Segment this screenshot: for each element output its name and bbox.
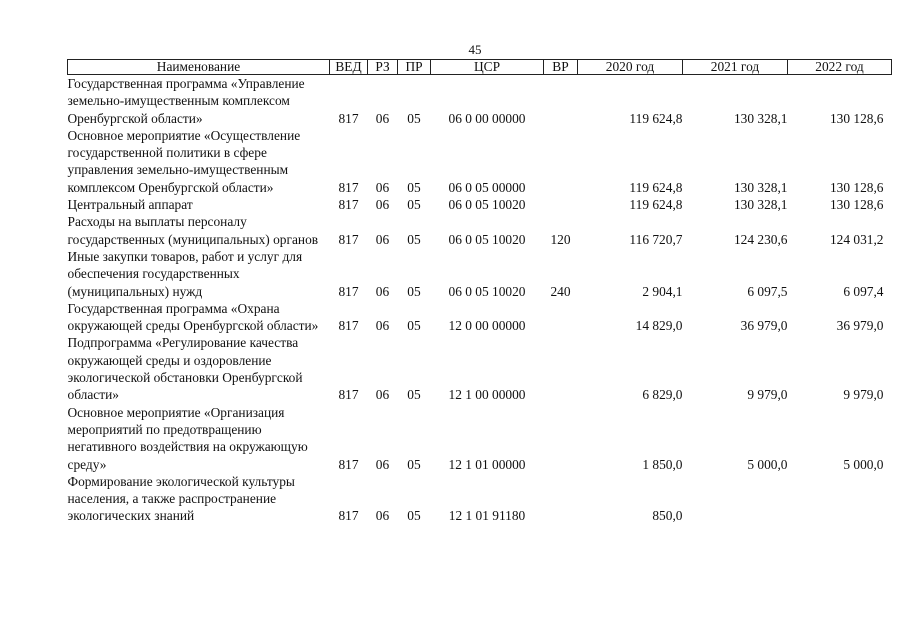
cell-name: Основное мероприятие «Организация мероприятий по предотвращению негативного воздействия на окружающую среду» — [67, 404, 308, 472]
cell-2020: 116 720,7 — [629, 231, 683, 247]
cell-2020: 119 624,8 — [629, 179, 683, 195]
cell-rz: 06 — [375, 197, 390, 213]
cell-ved: 817 — [338, 318, 359, 334]
cell-2020: 119 624,8 — [629, 197, 683, 213]
cell-2021: 130 328,1 — [733, 179, 788, 195]
header-name: Наименование — [68, 60, 330, 75]
cell-rz: 06 — [375, 231, 390, 247]
cell-2020: 850,0 — [652, 508, 683, 524]
cell-name: Центральный аппарат — [67, 197, 193, 213]
cell-vr — [544, 300, 578, 335]
cell-vr: 240 — [550, 283, 571, 299]
cell-2022 — [788, 473, 892, 525]
cell-2022: 36 979,0 — [836, 318, 884, 334]
cell-2021: 130 328,1 — [733, 197, 788, 213]
cell-ved: 817 — [338, 508, 359, 524]
cell-ved: 817 — [338, 197, 359, 213]
cell-csr: 06 0 05 10020 — [448, 283, 526, 299]
header-vr: ВР — [544, 60, 578, 75]
table-row — [68, 473, 892, 525]
cell-vr — [544, 334, 578, 403]
cell-2020: 6 829,0 — [642, 387, 683, 403]
cell-name: Иные закупки товаров, работ и услуг для обеспечения государственных (муниципальных) нужд — [67, 248, 303, 299]
cell-name: Расходы на выплаты персоналу государственных (муниципальных) органов — [67, 214, 319, 247]
cell-pr: 05 — [407, 197, 421, 213]
table-row — [68, 127, 892, 196]
cell-2022: 9 979,0 — [843, 387, 884, 403]
cell-rz: 06 — [375, 318, 390, 334]
cell-pr: 05 — [407, 387, 421, 403]
cell-name: Государственная программа «Управление земельно-имущественным комплексом Оренбургской области» — [67, 76, 305, 126]
cell-2022: 130 128,6 — [829, 179, 884, 195]
header-rz: РЗ — [368, 60, 398, 75]
cell-vr — [544, 75, 578, 127]
cell-2022: 130 128,6 — [829, 110, 884, 126]
cell-2021: 36 979,0 — [740, 318, 788, 334]
cell-vr — [544, 404, 578, 473]
cell-vr — [544, 196, 578, 213]
header-pr: ПР — [398, 60, 431, 75]
table-row — [68, 404, 892, 473]
cell-ved: 817 — [338, 387, 359, 403]
page-number: 45 — [468, 42, 482, 57]
table-row — [68, 75, 892, 127]
cell-name: Основное мероприятие «Осуществление государственной политики в сфере управления земельно-имущественным комплексом Оренбургской области» — [67, 127, 301, 195]
cell-vr — [544, 473, 578, 525]
cell-pr: 05 — [407, 283, 421, 299]
cell-rz: 06 — [375, 179, 390, 195]
cell-pr: 05 — [407, 231, 421, 247]
cell-rz: 06 — [375, 456, 390, 472]
header-2020: 2020 год — [578, 60, 683, 75]
cell-name: Подпрограмма «Регулирование качества окружающей среды и оздоровление экологической обстановки Оренбургской области» — [67, 335, 303, 403]
cell-name: Формирование экологической культуры населения, а также распространение экологических знаний — [67, 473, 295, 524]
cell-rz: 06 — [375, 110, 390, 126]
cell-rz: 06 — [375, 508, 390, 524]
table-row — [68, 196, 892, 213]
cell-2020: 119 624,8 — [629, 110, 683, 126]
header-2021: 2021 год — [683, 60, 788, 75]
cell-2021: 124 230,6 — [733, 231, 788, 247]
cell-2022: 5 000,0 — [843, 456, 884, 472]
table-body — [68, 75, 892, 525]
cell-2020: 14 829,0 — [635, 318, 683, 334]
cell-rz: 06 — [375, 387, 390, 403]
table-row — [68, 300, 892, 335]
cell-2020: 2 904,1 — [642, 283, 683, 299]
cell-2021: 130 328,1 — [733, 110, 788, 126]
table-row — [68, 248, 892, 300]
cell-csr: 06 0 05 00000 — [448, 179, 526, 195]
cell-ved: 817 — [338, 456, 359, 472]
table-row — [68, 334, 892, 403]
cell-pr: 05 — [407, 110, 421, 126]
cell-vr: 120 — [550, 231, 571, 247]
cell-pr: 05 — [407, 179, 421, 195]
header-ved: ВЕД — [330, 60, 368, 75]
table-header — [68, 60, 892, 75]
cell-ved: 817 — [338, 231, 359, 247]
cell-pr: 05 — [407, 318, 421, 334]
cell-ved: 817 — [338, 283, 359, 299]
header-2022: 2022 год — [788, 60, 892, 75]
header-csr: ЦСР — [431, 60, 544, 75]
cell-ved: 817 — [338, 179, 359, 195]
cell-2021 — [683, 473, 788, 525]
cell-rz: 06 — [375, 283, 390, 299]
cell-csr: 06 0 05 10020 — [448, 231, 526, 247]
cell-2020: 1 850,0 — [642, 456, 683, 472]
cell-2021: 6 097,5 — [747, 283, 788, 299]
cell-name: Государственная программа «Охрана окружающей среды Оренбургской области» — [67, 300, 319, 334]
cell-pr: 05 — [407, 508, 421, 524]
header-row — [68, 60, 892, 75]
cell-csr: 12 1 00 00000 — [448, 387, 526, 403]
cell-2022: 124 031,2 — [829, 231, 884, 247]
cell-csr: 12 0 00 00000 — [448, 318, 526, 334]
budget-table — [67, 59, 892, 525]
cell-2022: 130 128,6 — [829, 197, 884, 213]
cell-csr: 12 1 01 00000 — [448, 456, 526, 472]
cell-csr: 06 0 00 00000 — [448, 110, 526, 126]
cell-vr — [544, 127, 578, 196]
cell-2022: 6 097,4 — [843, 283, 884, 299]
cell-csr: 06 0 05 10020 — [448, 197, 526, 213]
cell-2021: 5 000,0 — [747, 456, 788, 472]
cell-2021: 9 979,0 — [747, 387, 788, 403]
cell-pr: 05 — [407, 456, 421, 472]
table-row — [68, 213, 892, 248]
cell-ved: 817 — [338, 110, 359, 126]
cell-csr: 12 1 01 91180 — [448, 508, 526, 524]
